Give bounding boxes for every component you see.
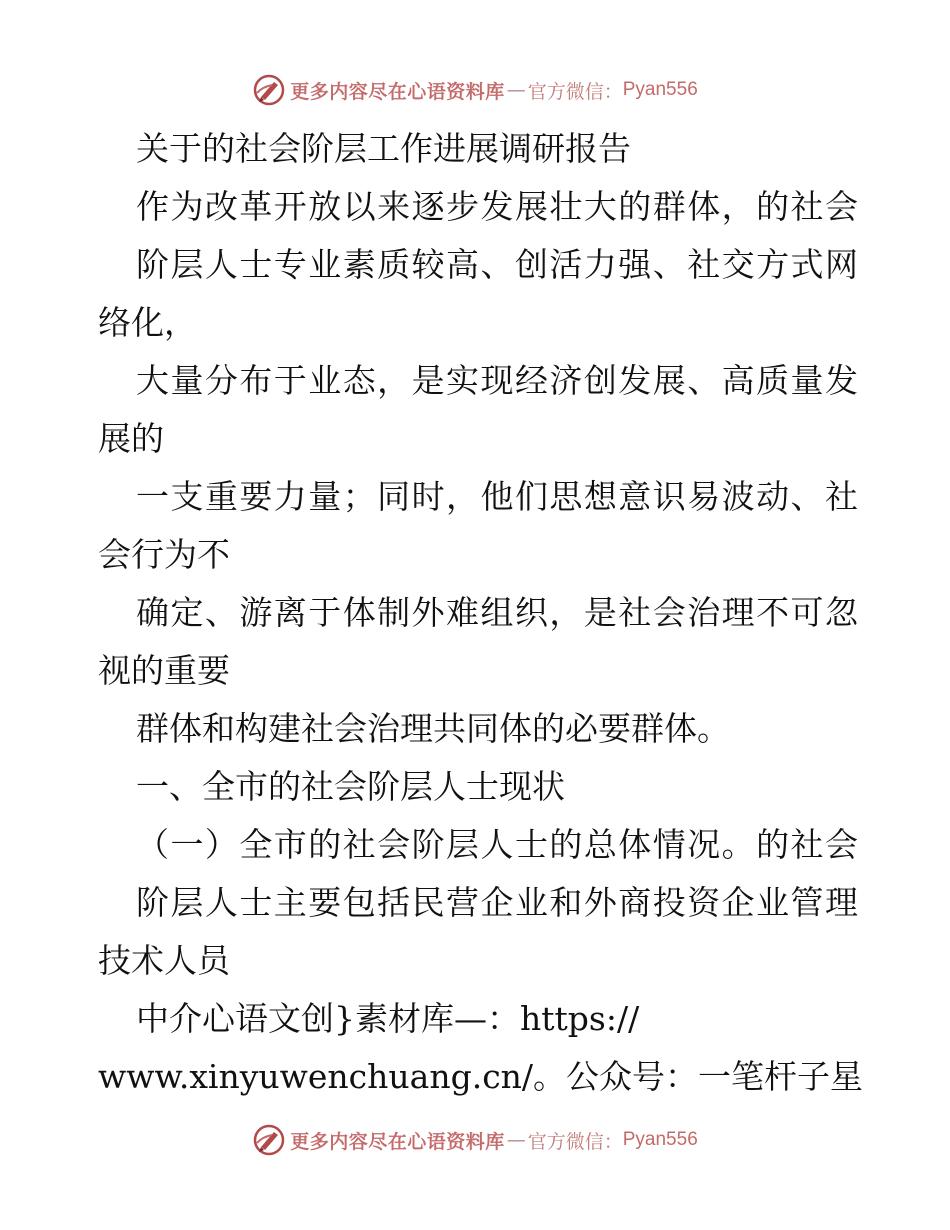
header-watermark xyxy=(0,70,950,110)
doc-line: 视的重要 xyxy=(98,651,230,690)
footer-watermark xyxy=(0,1120,950,1160)
doc-line: 中介心语文创}素材库—：https:// xyxy=(136,999,640,1038)
doc-line: 展的 xyxy=(98,419,164,458)
doc-line: 一支重要力量；同时，他们思想意识易波动、社 xyxy=(136,477,858,516)
watermark-dash: — xyxy=(506,79,526,101)
watermark-brand-text: 更多内容尽在心语资料库 xyxy=(290,1130,505,1153)
doc-line: 大量分布于业态，是实现经济创发展、高质量发 xyxy=(136,361,858,400)
doc-line: 阶层人士专业素质较高、创活力强、社交方式网 xyxy=(136,245,858,284)
doc-line: （一）全市的社会阶层人士的总体情况。的社会 xyxy=(136,825,858,864)
watermark-wechat-id: Pyan556 xyxy=(622,1129,698,1150)
watermark-dash: — xyxy=(506,1129,526,1151)
section-heading: 一、全市的社会阶层人士现状 xyxy=(136,767,565,806)
watermark-wechat-label: 官方微信： xyxy=(527,80,623,103)
watermark-brand-text: 更多内容尽在心语资料库 xyxy=(290,80,505,103)
watermark-wechat-id: Pyan556 xyxy=(622,79,698,100)
doc-line: 阶层人士主要包括民营企业和外商投资企业管理 xyxy=(136,883,858,922)
doc-line: 确定、游离于体制外难组织，是社会治理不可忽 xyxy=(136,593,858,632)
doc-line: 会行为不 xyxy=(98,535,230,574)
doc-title: 关于的社会阶层工作进展调研报告 xyxy=(136,129,631,168)
doc-line: 群体和构建社会治理共同体的必要群体。 xyxy=(136,709,730,748)
watermark-wechat-label: 官方微信： xyxy=(527,1130,623,1153)
doc-line: 络化， xyxy=(98,303,197,342)
doc-line: 技术人员 xyxy=(98,941,230,980)
doc-line-url: www.xinyuwenchuang.cn/。公众号：一笔杆子星 xyxy=(98,1057,864,1096)
pen-logo-icon xyxy=(252,73,286,107)
doc-line: 作为改革开放以来逐步发展壮大的群体，的社会 xyxy=(136,187,858,226)
pen-logo-icon xyxy=(252,1123,286,1157)
document-body xyxy=(98,120,864,1106)
